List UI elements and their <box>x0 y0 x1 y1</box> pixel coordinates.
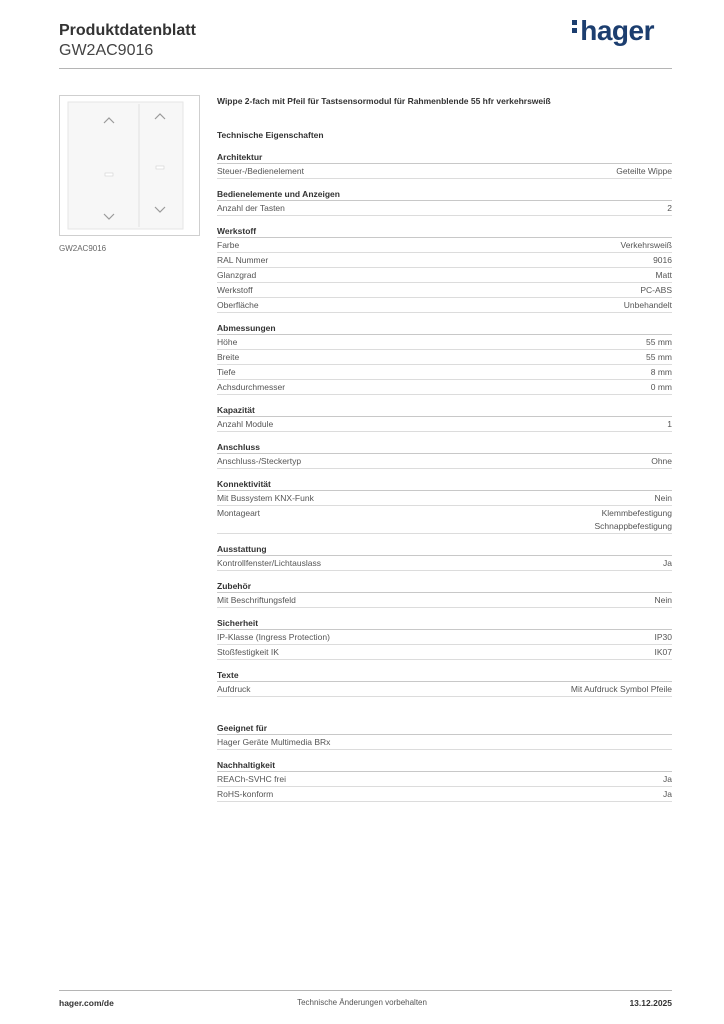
spec-value <box>621 239 673 252</box>
spec-value <box>646 351 672 364</box>
section-title: Anschluss <box>217 441 672 454</box>
page-title: Produktdatenblatt <box>59 22 196 39</box>
spec-label: Mit Bussystem KNX-Funk <box>217 493 314 503</box>
footer-note: Technische Änderungen vorbehalten <box>297 998 427 1007</box>
spec-value-text: Ja <box>663 774 672 784</box>
section-title: Abmessungen <box>217 322 672 335</box>
spec-section <box>217 543 672 571</box>
spec-label: REACh-SVHC frei <box>217 774 286 784</box>
spec-value-text: 9016 <box>653 255 672 265</box>
spec-value-text: Verkehrsweiß <box>620 240 672 250</box>
spec-row <box>217 268 672 283</box>
spec-row <box>217 735 672 750</box>
logo-dots-icon <box>572 17 578 36</box>
section-title: Zubehör <box>217 580 672 593</box>
spec-row <box>217 253 672 268</box>
spec-value-text: IP30 <box>654 632 672 642</box>
section-title: Kapazität <box>217 404 672 417</box>
section-title: Sicherheit <box>217 617 672 630</box>
spec-row <box>217 787 672 802</box>
spec-label: Tiefe <box>217 367 236 377</box>
spec-value-text: Klemmbefestigung <box>601 508 672 518</box>
spec-value <box>655 492 672 505</box>
spec-row <box>217 454 672 469</box>
section-title: Nachhaltigkeit <box>217 759 672 772</box>
spec-row <box>217 283 672 298</box>
spec-row <box>217 682 672 697</box>
spec-label: Höhe <box>217 337 238 347</box>
spec-section <box>217 722 672 750</box>
spec-value <box>663 788 672 801</box>
spec-value-text: Unbehandelt <box>623 300 672 310</box>
spec-label: Steuer-/Bedienelement <box>217 166 304 176</box>
spec-value <box>640 284 672 297</box>
spec-value <box>663 557 672 570</box>
spec-content <box>217 95 672 811</box>
spec-sections <box>217 151 672 802</box>
spec-label: Breite <box>217 352 240 362</box>
section-title: Werkstoff <box>217 225 672 238</box>
header-divider <box>59 68 672 69</box>
spec-row <box>217 491 672 506</box>
spec-value-text: Schnappbefestigung <box>594 521 672 531</box>
spec-value-text: IK07 <box>654 647 672 657</box>
spec-label: Anzahl der Tasten <box>217 203 285 213</box>
spec-value <box>663 773 672 786</box>
section-title: Texte <box>217 669 672 682</box>
spec-label: Aufdruck <box>217 684 251 694</box>
hager-logo <box>572 15 654 47</box>
spec-row <box>217 380 672 395</box>
section-title: Konnektivität <box>217 478 672 491</box>
footer-website: hager.com/de <box>59 998 114 1008</box>
footer-divider <box>59 990 672 991</box>
spec-value-text: Ohne <box>651 456 672 466</box>
spec-row <box>217 164 672 179</box>
spec-label: RAL Nummer <box>217 255 269 265</box>
spec-row <box>217 298 672 313</box>
spec-section <box>217 404 672 432</box>
spec-section <box>217 188 672 216</box>
spec-value-text: 1 <box>667 419 672 429</box>
spec-row <box>217 238 672 253</box>
spec-value-text: PC-ABS <box>640 285 672 295</box>
spec-row <box>217 506 672 534</box>
spec-row <box>217 556 672 571</box>
spec-value <box>651 366 672 379</box>
spec-value <box>667 418 672 431</box>
spec-row <box>217 417 672 432</box>
spec-value-text: 2 <box>667 203 672 213</box>
spec-value <box>653 254 672 267</box>
spec-value <box>667 202 672 215</box>
spec-label: Mit Beschriftungsfeld <box>217 595 296 605</box>
spec-value-text: Nein <box>654 493 672 503</box>
spec-value <box>655 594 672 607</box>
indicator-window-icon <box>105 173 113 176</box>
spec-value-text: 8 mm <box>650 367 672 377</box>
spec-label: Oberfläche <box>217 300 259 310</box>
spec-value <box>655 646 673 659</box>
spec-value-text: Nein <box>654 595 672 605</box>
spec-value <box>646 336 672 349</box>
spec-value <box>655 269 672 282</box>
spec-row <box>217 593 672 608</box>
spec-label: Glanzgrad <box>217 270 257 280</box>
section-title: Geeignet für <box>217 722 672 735</box>
spec-section <box>217 151 672 179</box>
spec-row <box>217 645 672 660</box>
spec-row <box>217 365 672 380</box>
image-caption: GW2AC9016 <box>59 244 107 253</box>
spec-section <box>217 669 672 697</box>
spec-row <box>217 335 672 350</box>
spec-row <box>217 630 672 645</box>
section-title: Architektur <box>217 151 672 164</box>
spec-label: Werkstoff <box>217 285 253 295</box>
spec-value <box>651 455 672 468</box>
spec-section <box>217 617 672 660</box>
spec-value-text: Geteilte Wippe <box>616 166 672 176</box>
section-title: Bedienelemente und Anzeigen <box>217 188 672 201</box>
product-image <box>59 95 200 236</box>
indicator-window-icon <box>156 166 164 169</box>
section-title: Ausstattung <box>217 543 672 556</box>
spec-label: Montageart <box>217 508 260 518</box>
spec-section <box>217 580 672 608</box>
header <box>59 21 196 61</box>
spec-row <box>217 201 672 216</box>
spec-label: Hager Geräte Multimedia BRx <box>217 737 331 747</box>
spec-row <box>217 772 672 787</box>
spec-value <box>655 631 673 644</box>
spec-value-text: Matt <box>655 270 672 280</box>
spec-value <box>651 381 672 394</box>
spec-section <box>217 759 672 802</box>
spec-row <box>217 350 672 365</box>
spec-value-text: 0 mm <box>650 382 672 392</box>
spec-section <box>217 441 672 469</box>
spec-value <box>594 507 672 533</box>
logo-text: hager <box>580 15 654 46</box>
spec-label: Anschluss-/Steckertyp <box>217 456 302 466</box>
spec-label: Anzahl Module <box>217 419 274 429</box>
spec-label: Achsdurchmesser <box>217 382 286 392</box>
spec-value-text: Ja <box>663 558 672 568</box>
product-code: GW2AC9016 <box>59 42 154 59</box>
spec-section <box>217 225 672 313</box>
tech-heading: Technische Eigenschaften <box>217 130 324 140</box>
spec-label: Farbe <box>217 240 240 250</box>
spec-value-text: 55 mm <box>646 352 672 362</box>
spec-value-text: Ja <box>663 789 672 799</box>
spec-label: Stoßfestigkeit IK <box>217 647 279 657</box>
spec-value <box>624 299 672 312</box>
rocker-switch-illustration <box>60 96 199 235</box>
spec-value-text: 55 mm <box>646 337 672 347</box>
spec-label: Kontrollfenster/Lichtauslass <box>217 558 321 568</box>
product-description: Wippe 2-fach mit Pfeil für Tastsensormodul für Rahmenblende 55 hfr verkehrsweiß <box>217 96 551 106</box>
spec-section <box>217 322 672 395</box>
spec-value <box>571 683 672 696</box>
spec-section <box>217 478 672 534</box>
spec-value-text: Mit Aufdruck Symbol Pfeile <box>570 684 672 694</box>
footer-date: 13.12.2025 <box>629 998 672 1008</box>
spec-label: RoHS-konform <box>217 789 274 799</box>
spec-value <box>616 165 672 178</box>
spec-label: IP-Klasse (Ingress Protection) <box>217 632 330 642</box>
